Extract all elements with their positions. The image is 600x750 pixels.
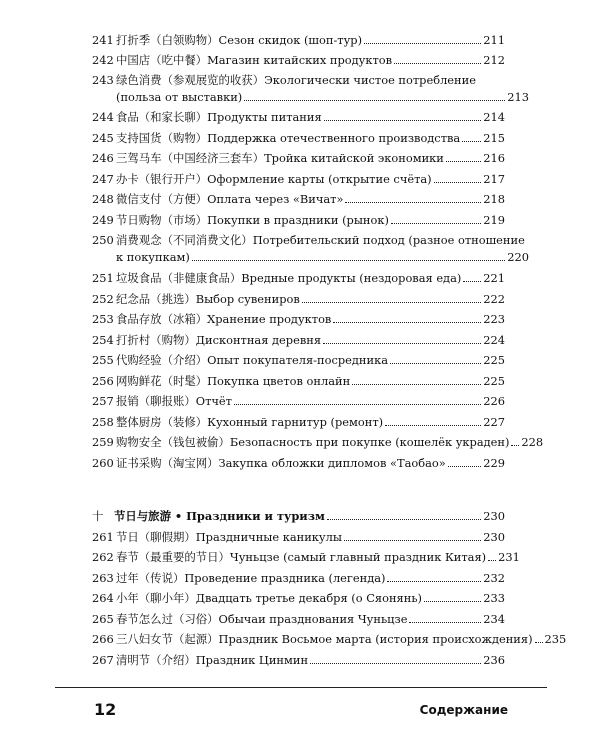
toc-entry xyxy=(92,611,505,628)
entry-page: 229 xyxy=(483,456,505,470)
entry-title: 支持国货（购物）Поддержка отечественного производства xyxy=(116,131,461,145)
entry-number: 256 xyxy=(92,374,114,388)
dot-leader xyxy=(234,403,481,405)
dot-leader xyxy=(310,662,481,664)
toc-entry xyxy=(92,150,505,167)
entry-page: 227 xyxy=(483,415,505,429)
toc-entry xyxy=(92,270,505,287)
entry-title: 证书采购（淘宝网）Закупка обложки дипломов «Таобао» xyxy=(116,456,446,470)
toc-entry xyxy=(92,232,529,266)
toc-entry xyxy=(92,549,520,566)
entry-page: 221 xyxy=(483,271,505,285)
entry-number: 251 xyxy=(92,271,114,285)
section-title: 节日与旅游 • Праздники и туризм xyxy=(114,509,325,523)
dot-leader xyxy=(327,518,481,520)
entry-page: 224 xyxy=(483,333,505,347)
entry-title: 打折村（购物）Дисконтная деревня xyxy=(116,333,322,347)
entry-title: 整体厨房（装修）Кухонный гарнитур (ремонт) xyxy=(116,415,384,429)
entry-title-continuation: (польза от выставки) xyxy=(116,90,243,104)
toc-entry xyxy=(92,72,529,106)
toc-entry xyxy=(92,414,505,431)
entry-title: 网购鲜花（时髦）Покупка цветов онлайн xyxy=(116,374,351,388)
dot-leader xyxy=(390,362,481,364)
entry-page: 216 xyxy=(483,151,505,165)
entry-page: 218 xyxy=(483,192,505,206)
entry-page: 223 xyxy=(483,312,505,326)
entry-title: 春节怎么过（习俗）Обычаи празднования Чуньцзе xyxy=(116,612,408,626)
entry-page: 213 xyxy=(507,90,529,104)
entry-page: 220 xyxy=(507,250,529,264)
toc-entry xyxy=(92,171,505,188)
entry-page: 219 xyxy=(483,213,505,227)
entry-number: 264 xyxy=(92,591,114,605)
entry-page: 234 xyxy=(483,612,505,626)
entry-number: 250 xyxy=(92,233,114,247)
toc-entry xyxy=(92,529,505,546)
dot-leader xyxy=(409,621,481,623)
entry-title: 中国店（吃中餐）Магазин китайских продуктов xyxy=(116,53,393,67)
entry-number: 246 xyxy=(92,151,114,165)
entry-title: 报销（聊报账）Отчёт xyxy=(116,394,232,408)
dot-leader xyxy=(424,600,481,602)
entry-title: 清明节（介绍）Праздник Цинмин xyxy=(116,653,309,667)
dot-leader xyxy=(345,201,481,203)
entry-number: 254 xyxy=(92,333,114,347)
entry-title: 垃圾食品（非健康食品）Вредные продукты (нездоровая еда) xyxy=(116,271,462,285)
entry-title: 小年（聊小年）Двадцать третье декабря (о Сяонянь) xyxy=(116,591,422,605)
toc-entry xyxy=(92,631,567,648)
toc-entry xyxy=(92,212,505,229)
entry-number: 259 xyxy=(92,435,114,449)
entry-title: 三驾马车（中国经济三套车）Тройка китайской экономики xyxy=(116,151,444,165)
entry-title: 春节（最重要的节日）Чуньцзе (самый главный праздник Китая) xyxy=(116,550,487,564)
entry-number: 265 xyxy=(92,612,114,626)
entry-number: 266 xyxy=(92,632,114,646)
entry-title: 消费观念（不同消费文化）Потребительский подход (разное отношение xyxy=(116,233,525,247)
entry-title: 办卡（银行开户）Оформление карты (открытие счёта) xyxy=(116,172,432,186)
entry-title: 食品（和家长聊）Продукты питания xyxy=(116,110,322,124)
dot-leader xyxy=(434,181,482,183)
entry-number: 243 xyxy=(92,73,114,87)
toc-entry xyxy=(92,191,505,208)
dot-leader xyxy=(352,383,481,385)
dot-leader xyxy=(463,280,481,282)
entry-title: 购物安全（钱包被偷）Безопасность при покупке (кошелёк украден) xyxy=(116,435,510,449)
toc-entry xyxy=(92,393,505,410)
dot-leader xyxy=(391,222,481,224)
entry-page: 217 xyxy=(483,172,505,186)
entry-number: 241 xyxy=(92,33,114,47)
entry-title: 微信支付（方便）Оплата через «Вичат» xyxy=(116,192,344,206)
toc-entry xyxy=(92,590,505,607)
dot-leader xyxy=(511,444,519,446)
dot-leader xyxy=(324,119,482,121)
entry-number: 248 xyxy=(92,192,114,206)
entry-number: 260 xyxy=(92,456,114,470)
entry-page: 233 xyxy=(483,591,505,605)
entry-page: 230 xyxy=(483,530,505,544)
entry-number: 262 xyxy=(92,550,114,564)
toc-entry xyxy=(92,311,505,328)
toc-entry xyxy=(92,109,505,126)
entry-number: 245 xyxy=(92,131,114,145)
dot-leader xyxy=(333,321,481,323)
toc-entry xyxy=(92,352,505,369)
entry-page: 222 xyxy=(483,292,505,306)
entry-title: 过年（传说）Проведение праздника (легенда) xyxy=(116,571,386,585)
entry-number: 249 xyxy=(92,213,114,227)
dot-leader xyxy=(302,301,481,303)
entry-number: 257 xyxy=(92,394,114,408)
dot-leader xyxy=(394,62,481,64)
entry-page: 214 xyxy=(483,110,505,124)
entry-title: 纪念品（挑选）Выбор сувениров xyxy=(116,292,300,306)
toc-entry xyxy=(92,332,505,349)
toc-entry xyxy=(92,32,505,49)
toc-entry xyxy=(92,434,544,451)
entry-title-continuation: к покупкам) xyxy=(116,250,190,264)
entry-number: 242 xyxy=(92,53,114,67)
entry-page: 225 xyxy=(483,374,505,388)
entry-title: 绿色消费（参观展览的收获）Экологически чистое потребление xyxy=(116,73,476,87)
dot-leader xyxy=(192,259,505,261)
toc-entry xyxy=(92,130,505,147)
dot-leader xyxy=(448,465,482,467)
toc-entry xyxy=(92,291,505,308)
entry-page: 212 xyxy=(483,53,505,67)
entry-page: 215 xyxy=(483,131,505,145)
dot-leader xyxy=(323,342,481,344)
toc-entry xyxy=(92,652,505,669)
entry-page: 231 xyxy=(498,550,520,564)
dot-leader xyxy=(446,160,481,162)
entry-number: 255 xyxy=(92,353,114,367)
dot-leader xyxy=(244,99,505,101)
entry-page: 232 xyxy=(483,571,505,585)
page-number: 12 xyxy=(94,700,117,719)
toc-entry xyxy=(92,52,505,69)
footer-divider xyxy=(55,687,547,688)
entry-number: 252 xyxy=(92,292,114,306)
entry-page: 211 xyxy=(483,33,505,47)
entry-number: 263 xyxy=(92,571,114,585)
running-title: Содержание xyxy=(419,703,508,717)
entry-page: 228 xyxy=(521,435,544,449)
entry-title: 食品存放（冰箱）Хранение продуктов xyxy=(116,312,332,326)
entry-title: 三八妇女节（起源）Праздник Восьмое марта (история происхождения) xyxy=(116,632,533,646)
toc-entry xyxy=(92,373,505,390)
dot-leader xyxy=(344,539,481,541)
entry-page: 235 xyxy=(544,632,567,646)
entry-page: 226 xyxy=(483,394,505,408)
entry-number: 247 xyxy=(92,172,114,186)
entry-number: 267 xyxy=(92,653,114,667)
entry-title: 代购经验（介绍）Опыт покупателя-посредника xyxy=(116,353,388,367)
entry-number: 258 xyxy=(92,415,114,429)
section-number: 十 xyxy=(92,509,104,523)
dot-leader xyxy=(462,140,481,142)
dot-leader xyxy=(387,580,481,582)
dot-leader xyxy=(385,424,481,426)
entry-number: 253 xyxy=(92,312,114,326)
toc-entry xyxy=(92,570,505,587)
entry-page: 225 xyxy=(483,353,505,367)
dot-leader xyxy=(488,559,496,561)
toc-entry xyxy=(92,455,505,472)
dot-leader xyxy=(535,641,543,643)
entry-page: 236 xyxy=(483,653,505,667)
entry-number: 261 xyxy=(92,530,114,544)
entry-title: 节日购物（市场）Покупки в праздники (рынок) xyxy=(116,213,389,227)
toc-section-heading xyxy=(92,508,505,525)
entry-title: 打折季（白领购物）Сезон скидок (шоп-тур) xyxy=(116,33,363,47)
entry-title: 节日（聊假期）Праздничные каникулы xyxy=(116,530,342,544)
dot-leader xyxy=(364,42,481,44)
section-page: 230 xyxy=(483,509,505,523)
entry-number: 244 xyxy=(92,110,114,124)
